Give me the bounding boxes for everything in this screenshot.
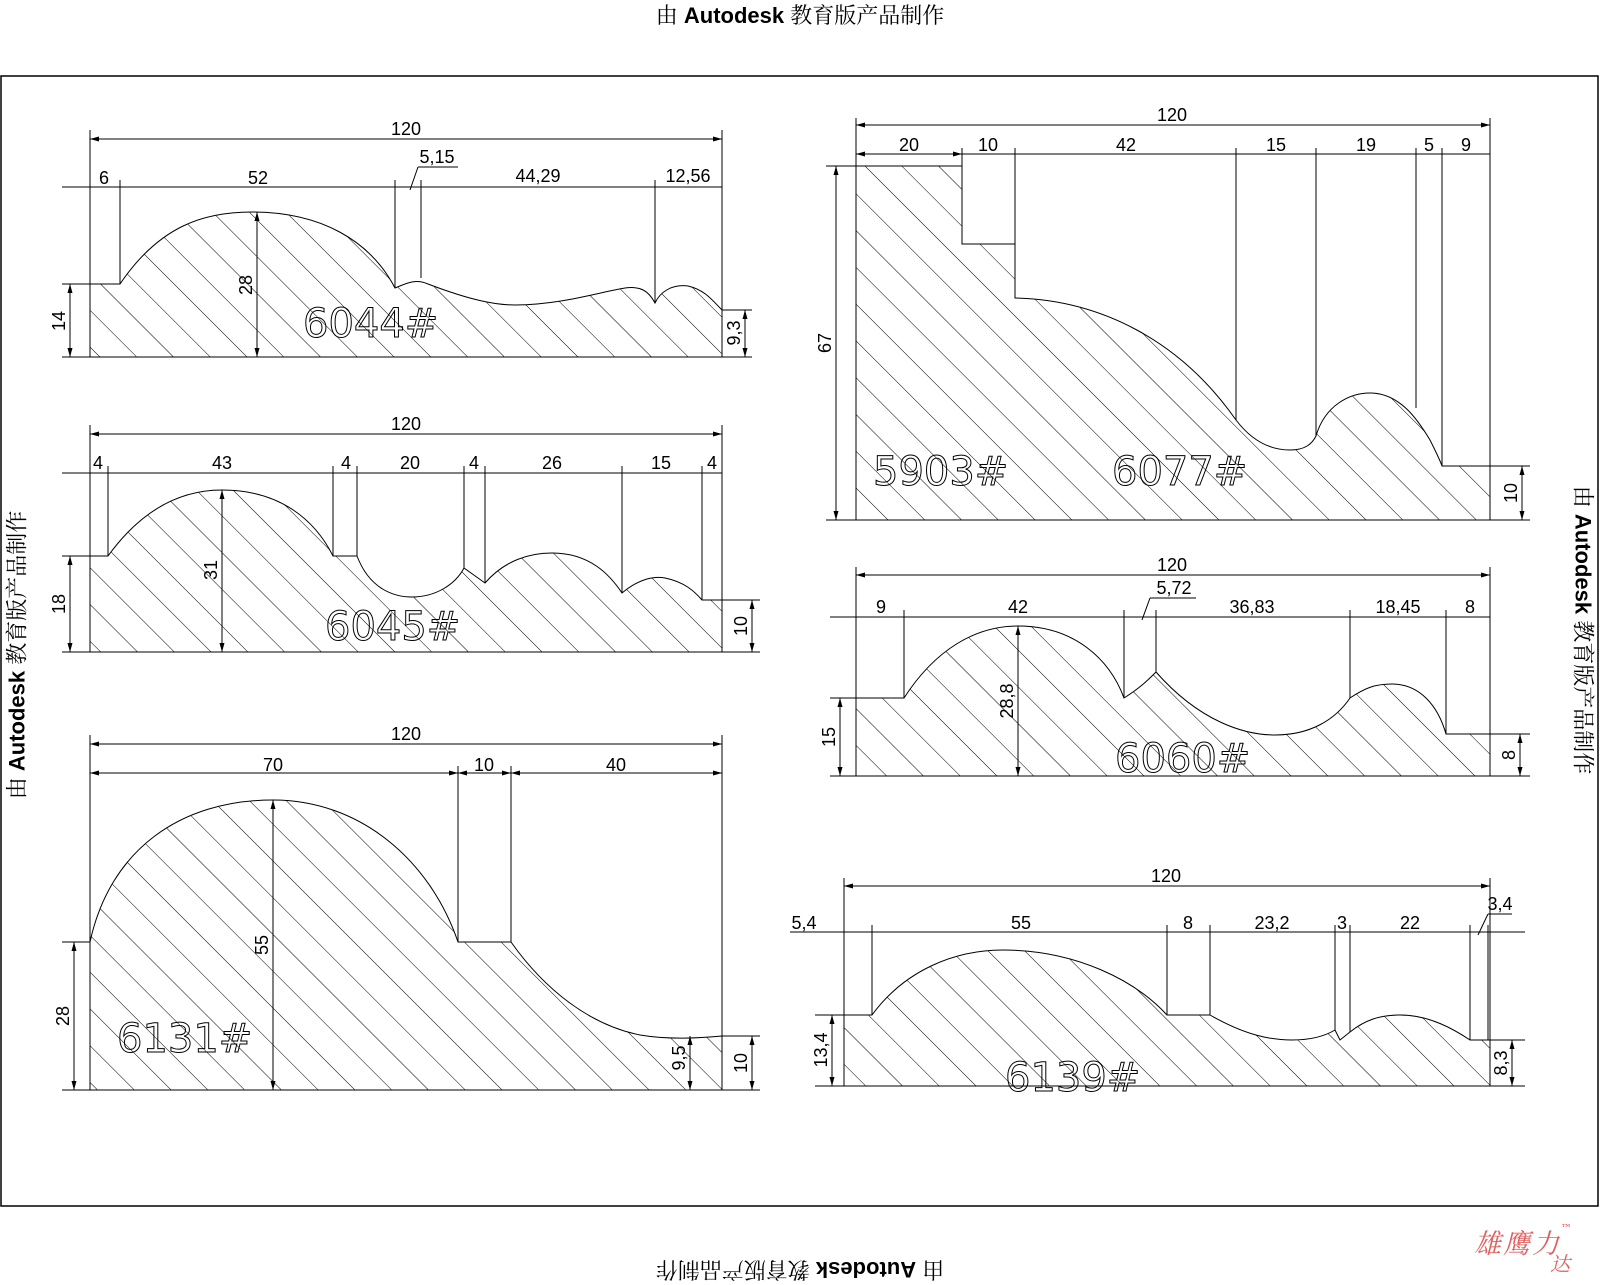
dimension-text: 42 — [1115, 135, 1137, 155]
dimension-text: 4 — [92, 453, 104, 473]
dimension-text: 28 — [236, 274, 256, 296]
watermark-brand: Autodesk — [1570, 513, 1596, 615]
dimension-arrow — [90, 771, 99, 776]
dimension-arrow — [856, 573, 865, 578]
dimension-text: 9 — [875, 597, 887, 617]
dimension-text: 4 — [468, 453, 480, 473]
dimension-arrow — [834, 166, 839, 175]
dimension-text: 36,83 — [1229, 597, 1275, 617]
dimension-text: 9 — [1460, 135, 1472, 155]
profile-label: 6139# — [1005, 1055, 1141, 1101]
dimension-text: 22 — [1399, 913, 1421, 933]
dimension-text: 55 — [1010, 913, 1032, 933]
dimension-text: 55 — [252, 934, 272, 956]
dimension-arrow — [743, 310, 748, 319]
dimension-arrow — [1518, 734, 1523, 743]
dimension-text: 28 — [53, 1005, 73, 1027]
dimension-text: 120 — [1150, 866, 1182, 886]
dimension-text: 70 — [262, 755, 284, 775]
dimension-arrow — [743, 348, 748, 357]
dimension-arrow — [844, 884, 853, 889]
profile-label: 5903# — [873, 449, 1009, 495]
profile-label: 6045# — [325, 604, 461, 650]
profile-label: 6077# — [1112, 449, 1248, 495]
dimension-arrow — [713, 432, 722, 437]
watermark-suffix: 教育版产品制作 — [4, 510, 30, 665]
dimension-arrow — [511, 771, 520, 776]
dimension-arrow — [1520, 511, 1525, 520]
dimension-text: 9,5 — [669, 1045, 689, 1071]
dimension-arrow — [68, 284, 73, 293]
dimension-arrow — [713, 137, 722, 142]
dimension-text: 120 — [390, 724, 422, 744]
brand-logo — [1474, 1222, 1574, 1276]
dimension-text: 12,56 — [665, 166, 711, 186]
watermark-prefix: 由 — [655, 3, 678, 28]
dimension-text: 8 — [1499, 749, 1519, 761]
dimension-text: 5,15 — [419, 147, 455, 167]
dimension-arrow — [750, 600, 755, 609]
dimension-text: 20 — [898, 135, 920, 155]
dimension-text: 8 — [1182, 913, 1194, 933]
dimension-text: 14 — [49, 310, 69, 332]
dimension-arrow — [449, 771, 458, 776]
dimension-text: 8,3 — [1491, 1050, 1511, 1076]
dimension-text: 8 — [1464, 597, 1476, 617]
dimension-arrow — [856, 123, 865, 128]
dimension-text: 18,45 — [1375, 597, 1421, 617]
dimension-text: 10 — [731, 1052, 751, 1074]
dimension-arrow — [1520, 466, 1525, 475]
dimension-text: 28,8 — [997, 683, 1017, 719]
dimension-text: 42 — [1007, 597, 1029, 617]
dimension-text: 10 — [731, 615, 751, 637]
dimension-text: 6 — [98, 168, 110, 188]
dimension-text: 3 — [1336, 913, 1348, 933]
dimension-text: 3,4 — [1487, 894, 1513, 914]
dimension-text: 10 — [1501, 482, 1521, 504]
dimension-arrow — [72, 942, 77, 951]
dimension-arrow — [68, 556, 73, 565]
dimension-text: 44,29 — [515, 166, 561, 186]
dimension-text: 52 — [247, 168, 269, 188]
dimension-arrow — [1481, 123, 1490, 128]
dimension-text: 23,2 — [1254, 913, 1290, 933]
dimension-text: 40 — [605, 755, 627, 775]
dimension-text: 4 — [340, 453, 352, 473]
dimension-arrow — [68, 348, 73, 357]
dimension-arrow — [1518, 767, 1523, 776]
dimension-arrow — [1510, 1040, 1515, 1049]
watermark-brand: Autodesk — [4, 670, 30, 772]
profile-label: 6131# — [117, 1016, 253, 1062]
dimension-arrow — [750, 1036, 755, 1045]
dimension-text: 19 — [1355, 135, 1377, 155]
profile-label: 6044# — [303, 301, 439, 347]
dimension-text: 13,4 — [811, 1032, 831, 1068]
watermark-suffix: 教育版产品制作 — [655, 1257, 810, 1282]
dimension-text: 20 — [399, 453, 421, 473]
dimension-text: 120 — [1156, 105, 1188, 125]
dimension-text: 10 — [977, 135, 999, 155]
watermark-prefix: 由 — [1570, 485, 1596, 508]
watermark-prefix: 由 — [4, 777, 30, 800]
dimension-arrow — [838, 767, 843, 776]
dimension-text: 5,4 — [791, 913, 817, 933]
dimension-text: 4 — [706, 453, 718, 473]
dimension-text: 31 — [201, 559, 221, 581]
dimension-arrow — [830, 1077, 835, 1086]
logo-tm: ™ — [1561, 1222, 1574, 1235]
dimension-arrow — [72, 1081, 77, 1090]
dimension-arrow — [90, 432, 99, 437]
dimension-arrow — [750, 1081, 755, 1090]
dimension-text: 67 — [815, 332, 835, 354]
dimension-text: 10 — [473, 755, 495, 775]
dimension-text: 9,3 — [724, 320, 744, 346]
dimension-arrow — [90, 742, 99, 747]
dimension-arrow — [953, 152, 962, 157]
dimension-text: 5,72 — [1156, 578, 1192, 598]
dimension-arrow — [90, 137, 99, 142]
dimension-arrow — [1481, 884, 1490, 889]
watermark-prefix: 由 — [922, 1257, 945, 1282]
profile-label: 6060# — [1115, 736, 1251, 782]
dimension-arrow — [830, 1015, 835, 1024]
logo-sub: 达 — [1550, 1252, 1572, 1276]
dimension-text: 15 — [819, 726, 839, 748]
dimension-text: 120 — [390, 119, 422, 139]
dimension-arrow — [750, 643, 755, 652]
dimension-arrow — [856, 152, 865, 157]
dimension-arrow — [713, 771, 722, 776]
dimension-text: 15 — [1265, 135, 1287, 155]
dimension-text: 18 — [49, 593, 69, 615]
dimension-text: 43 — [211, 453, 233, 473]
dimension-arrow — [1510, 1077, 1515, 1086]
dimension-arrow — [458, 771, 467, 776]
dimension-text: 120 — [1156, 555, 1188, 575]
dimension-text: 26 — [541, 453, 563, 473]
dimension-arrow — [834, 511, 839, 520]
logo-main: 雄鹰力 — [1474, 1229, 1561, 1260]
watermark-brand: Autodesk — [683, 3, 785, 28]
dimension-text: 5 — [1423, 135, 1435, 155]
watermark-suffix: 教育版产品制作 — [1570, 620, 1596, 775]
dimension-text: 120 — [390, 414, 422, 434]
watermark-suffix: 教育版产品制作 — [790, 3, 945, 28]
dimension-text: 15 — [650, 453, 672, 473]
dimension-arrow — [68, 643, 73, 652]
dimension-arrow — [838, 698, 843, 707]
dimension-arrow — [713, 742, 722, 747]
dimension-arrow — [502, 771, 511, 776]
dimension-arrow — [1481, 573, 1490, 578]
watermark-brand: Autodesk — [815, 1257, 917, 1282]
